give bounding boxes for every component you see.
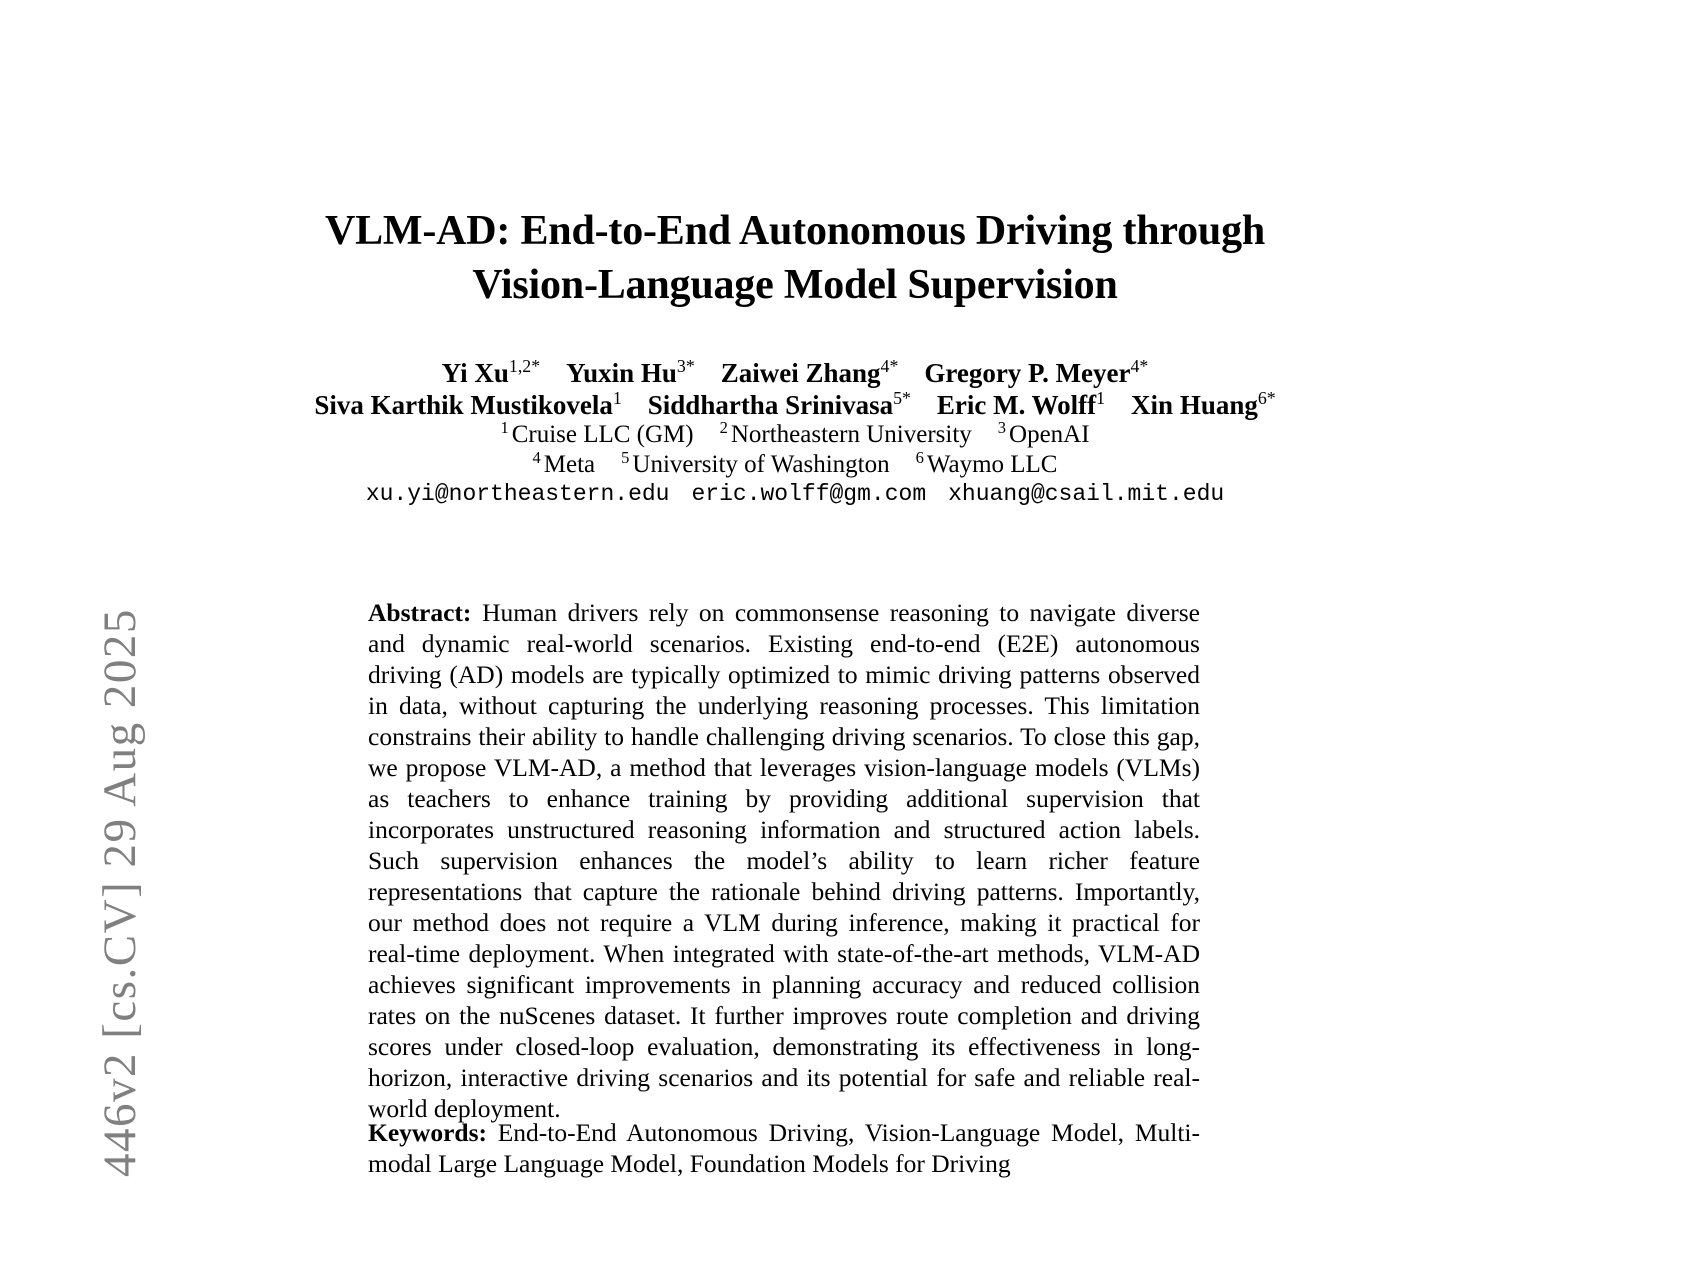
author-row xyxy=(250,358,1340,390)
author-label: Gregory P. Meyer xyxy=(924,358,1131,388)
equal-contribution-marker: * xyxy=(1139,356,1149,376)
affiliation-item xyxy=(997,417,1090,448)
author-name xyxy=(1131,387,1276,420)
affiliation-label: Northeastern University xyxy=(730,421,972,448)
contact-email[interactable]: eric.wolff@gm.com xyxy=(691,481,927,507)
author-name xyxy=(566,358,695,388)
equal-contribution-marker: * xyxy=(902,387,911,408)
author-affiliation-marker: 1 xyxy=(1096,387,1106,408)
author-affiliation-marker: 3* xyxy=(676,356,695,376)
affiliation-label: Meta xyxy=(543,451,596,478)
affiliation-item xyxy=(621,447,890,478)
contact-email[interactable]: xhuang@csail.mit.edu xyxy=(948,481,1225,507)
author-label: Xin Huang xyxy=(1131,389,1258,420)
author-name xyxy=(924,358,1148,388)
author-row xyxy=(250,387,1340,422)
affiliation-item xyxy=(500,417,694,448)
author-label: Eric M. Wolff xyxy=(936,389,1097,420)
keywords-text: End-to-End Autonomous Driving, Vision-Language Model, Multi-modal Large Language Model, Foundation Models for Driving xyxy=(368,1118,1200,1178)
affiliation-row xyxy=(250,417,1340,450)
equal-contribution-marker: * xyxy=(1266,387,1276,408)
author-name xyxy=(442,358,540,388)
author-affiliation-marker: 4* xyxy=(1130,356,1149,376)
affiliation-item xyxy=(532,447,596,478)
author-name xyxy=(647,387,911,420)
author-label: Zaiwei Zhang xyxy=(720,358,881,388)
author-list xyxy=(250,358,1340,422)
abstract-text: Human drivers rely on commonsense reasoning to navigate diverse and dynamic real-world scenarios. Existing end-to-end (E2E) autonomous driving (AD) models are typically optimized to mimic driving patterns observed in data, without capturing the underlying reasoning processes. This limitation constrains their ability to handle challenging driving scenarios. To close this gap, we propose VLM-AD, a method that leverages vision-language models (VLMs) as teachers to enhance training by providing additional supervision that incorporates unstructured reasoning information and structured action labels. Such supervision enhances the model’s ability to learn richer feature representations that capture the rationale behind driving patterns. Importantly, our method does not require a VLM during inference, making it practical for real-time deployment. When integrated with state-of-the-art methods, VLM-AD achieves significant improvements in planning accuracy and reduced collision rates on the nuScenes dataset. It further improves route completion and driving scores under closed-loop evaluation, demonstrating its effectiveness in long-horizon, interactive driving scenarios and its potential for safe and reliable real-world deployment. xyxy=(368,598,1200,1123)
equal-contribution-marker: * xyxy=(685,356,695,376)
affiliation-marker: 2 xyxy=(719,417,728,437)
author-affiliation-marker: 5* xyxy=(893,387,911,408)
affiliation-label: Waymo LLC xyxy=(926,451,1058,478)
keywords-label: Keywords: xyxy=(368,1118,487,1147)
arxiv-identifier-stamp: 446v2 [cs.CV] 29 Aug 2025 xyxy=(94,608,146,1177)
page-title: VLM-AD: End-to-End Autonomous Driving through Vision-Language Model Supervision xyxy=(324,208,1266,308)
author-label: Yi Xu xyxy=(441,358,509,388)
equal-contribution-marker: * xyxy=(889,356,899,376)
affiliation-marker: 3 xyxy=(997,417,1007,437)
abstract-section xyxy=(368,598,1200,1124)
contact-email-list xyxy=(250,480,1340,509)
author-label: Siva Karthik Mustikovela xyxy=(314,389,613,420)
affiliation-list xyxy=(250,417,1340,480)
author-affiliation-marker: 6* xyxy=(1257,387,1276,408)
abstract-label: Abstract: xyxy=(368,598,472,627)
title-block xyxy=(290,205,1300,313)
affiliation-label: University of Washington xyxy=(632,451,890,478)
author-affiliation-marker: 1 xyxy=(612,387,622,408)
affiliation-item xyxy=(719,417,972,448)
author-affiliation-marker: 1,2* xyxy=(508,356,541,376)
affiliation-row xyxy=(250,447,1340,480)
affiliation-label: Cruise LLC (GM) xyxy=(511,421,694,448)
author-name xyxy=(314,387,622,420)
affiliation-marker: 6 xyxy=(915,447,924,467)
equal-contribution-marker: * xyxy=(531,356,541,376)
author-label: Siddhartha Srinivasa xyxy=(647,389,894,420)
affiliation-marker: 4 xyxy=(532,447,541,467)
affiliation-marker: 5 xyxy=(621,447,630,467)
contact-email[interactable]: xu.yi@northeastern.edu xyxy=(365,481,670,507)
keywords-section xyxy=(368,1118,1200,1180)
affiliation-marker: 1 xyxy=(500,417,509,437)
author-name xyxy=(721,358,899,388)
author-label: Yuxin Hu xyxy=(566,358,677,388)
affiliation-item xyxy=(915,447,1058,478)
affiliation-label: OpenAI xyxy=(1009,421,1090,448)
author-name xyxy=(936,387,1106,420)
author-affiliation-marker: 4* xyxy=(880,356,899,376)
